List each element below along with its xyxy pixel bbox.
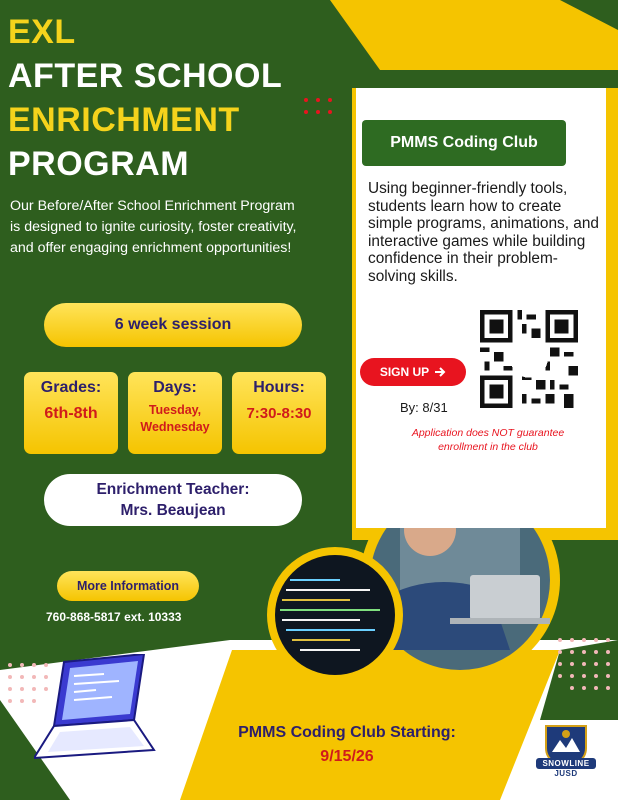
- club-description: Using beginner-friendly tools, students learn how to create simple programs, animations, and interactive games while building confidence in their problem-solving skills.: [368, 180, 599, 285]
- club-start-banner: [212, 724, 482, 766]
- district-subname: JUSD: [554, 769, 578, 778]
- club-start-label: PMMS Coding Club Starting:: [238, 724, 456, 741]
- district-name: SNOWLINE: [536, 758, 596, 769]
- hours-box: [232, 372, 326, 454]
- grades-box: [24, 372, 118, 454]
- club-title: PMMS Coding Club: [362, 120, 566, 166]
- laptop-code-icon: [34, 654, 164, 764]
- more-info-button[interactable]: More Information: [57, 571, 199, 601]
- session-pill: 6 week session: [44, 303, 302, 347]
- hours-value: 7:30-8:30: [246, 405, 312, 422]
- headline-line-1: EXL: [8, 13, 76, 51]
- enrollment-disclaimer: Application does NOT guarantee enrollment in the club: [411, 427, 565, 453]
- headline-line-4: PROGRAM: [8, 145, 190, 183]
- days-box: [128, 372, 222, 454]
- hours-label: Hours:: [253, 379, 305, 396]
- intro-text: Our Before/After School Enrichment Program is designed to ignite curiosity, foster creativity, and offer engaging enrichment opportunities!: [10, 198, 297, 256]
- district-logo-text: [536, 758, 596, 778]
- headline-line-2: AFTER SCHOOL: [8, 57, 283, 95]
- grades-value: 6th-8th: [44, 405, 98, 422]
- program-headline: [8, 10, 282, 186]
- teacher-name: Mrs. Beaujean: [120, 502, 226, 519]
- sign-up-button[interactable]: [360, 358, 466, 386]
- club-start-date: 9/15/26: [320, 748, 374, 765]
- headline-line-3: ENRICHMENT: [8, 101, 240, 139]
- arrow-right-icon: [434, 367, 446, 377]
- qr-code-icon[interactable]: [480, 310, 578, 408]
- days-value-2: Wednesday: [140, 420, 210, 434]
- sign-up-label: SIGN UP: [379, 365, 430, 379]
- teacher-pill: [44, 474, 302, 526]
- signup-deadline: By: 8/31: [400, 400, 448, 415]
- phone-number: 760-868-5817 ext. 10333: [46, 610, 182, 624]
- teacher-label: Enrichment Teacher:: [96, 481, 250, 498]
- days-value-1: Tuesday,: [148, 403, 202, 417]
- grades-label: Grades:: [40, 379, 102, 396]
- days-label: Days:: [153, 379, 197, 396]
